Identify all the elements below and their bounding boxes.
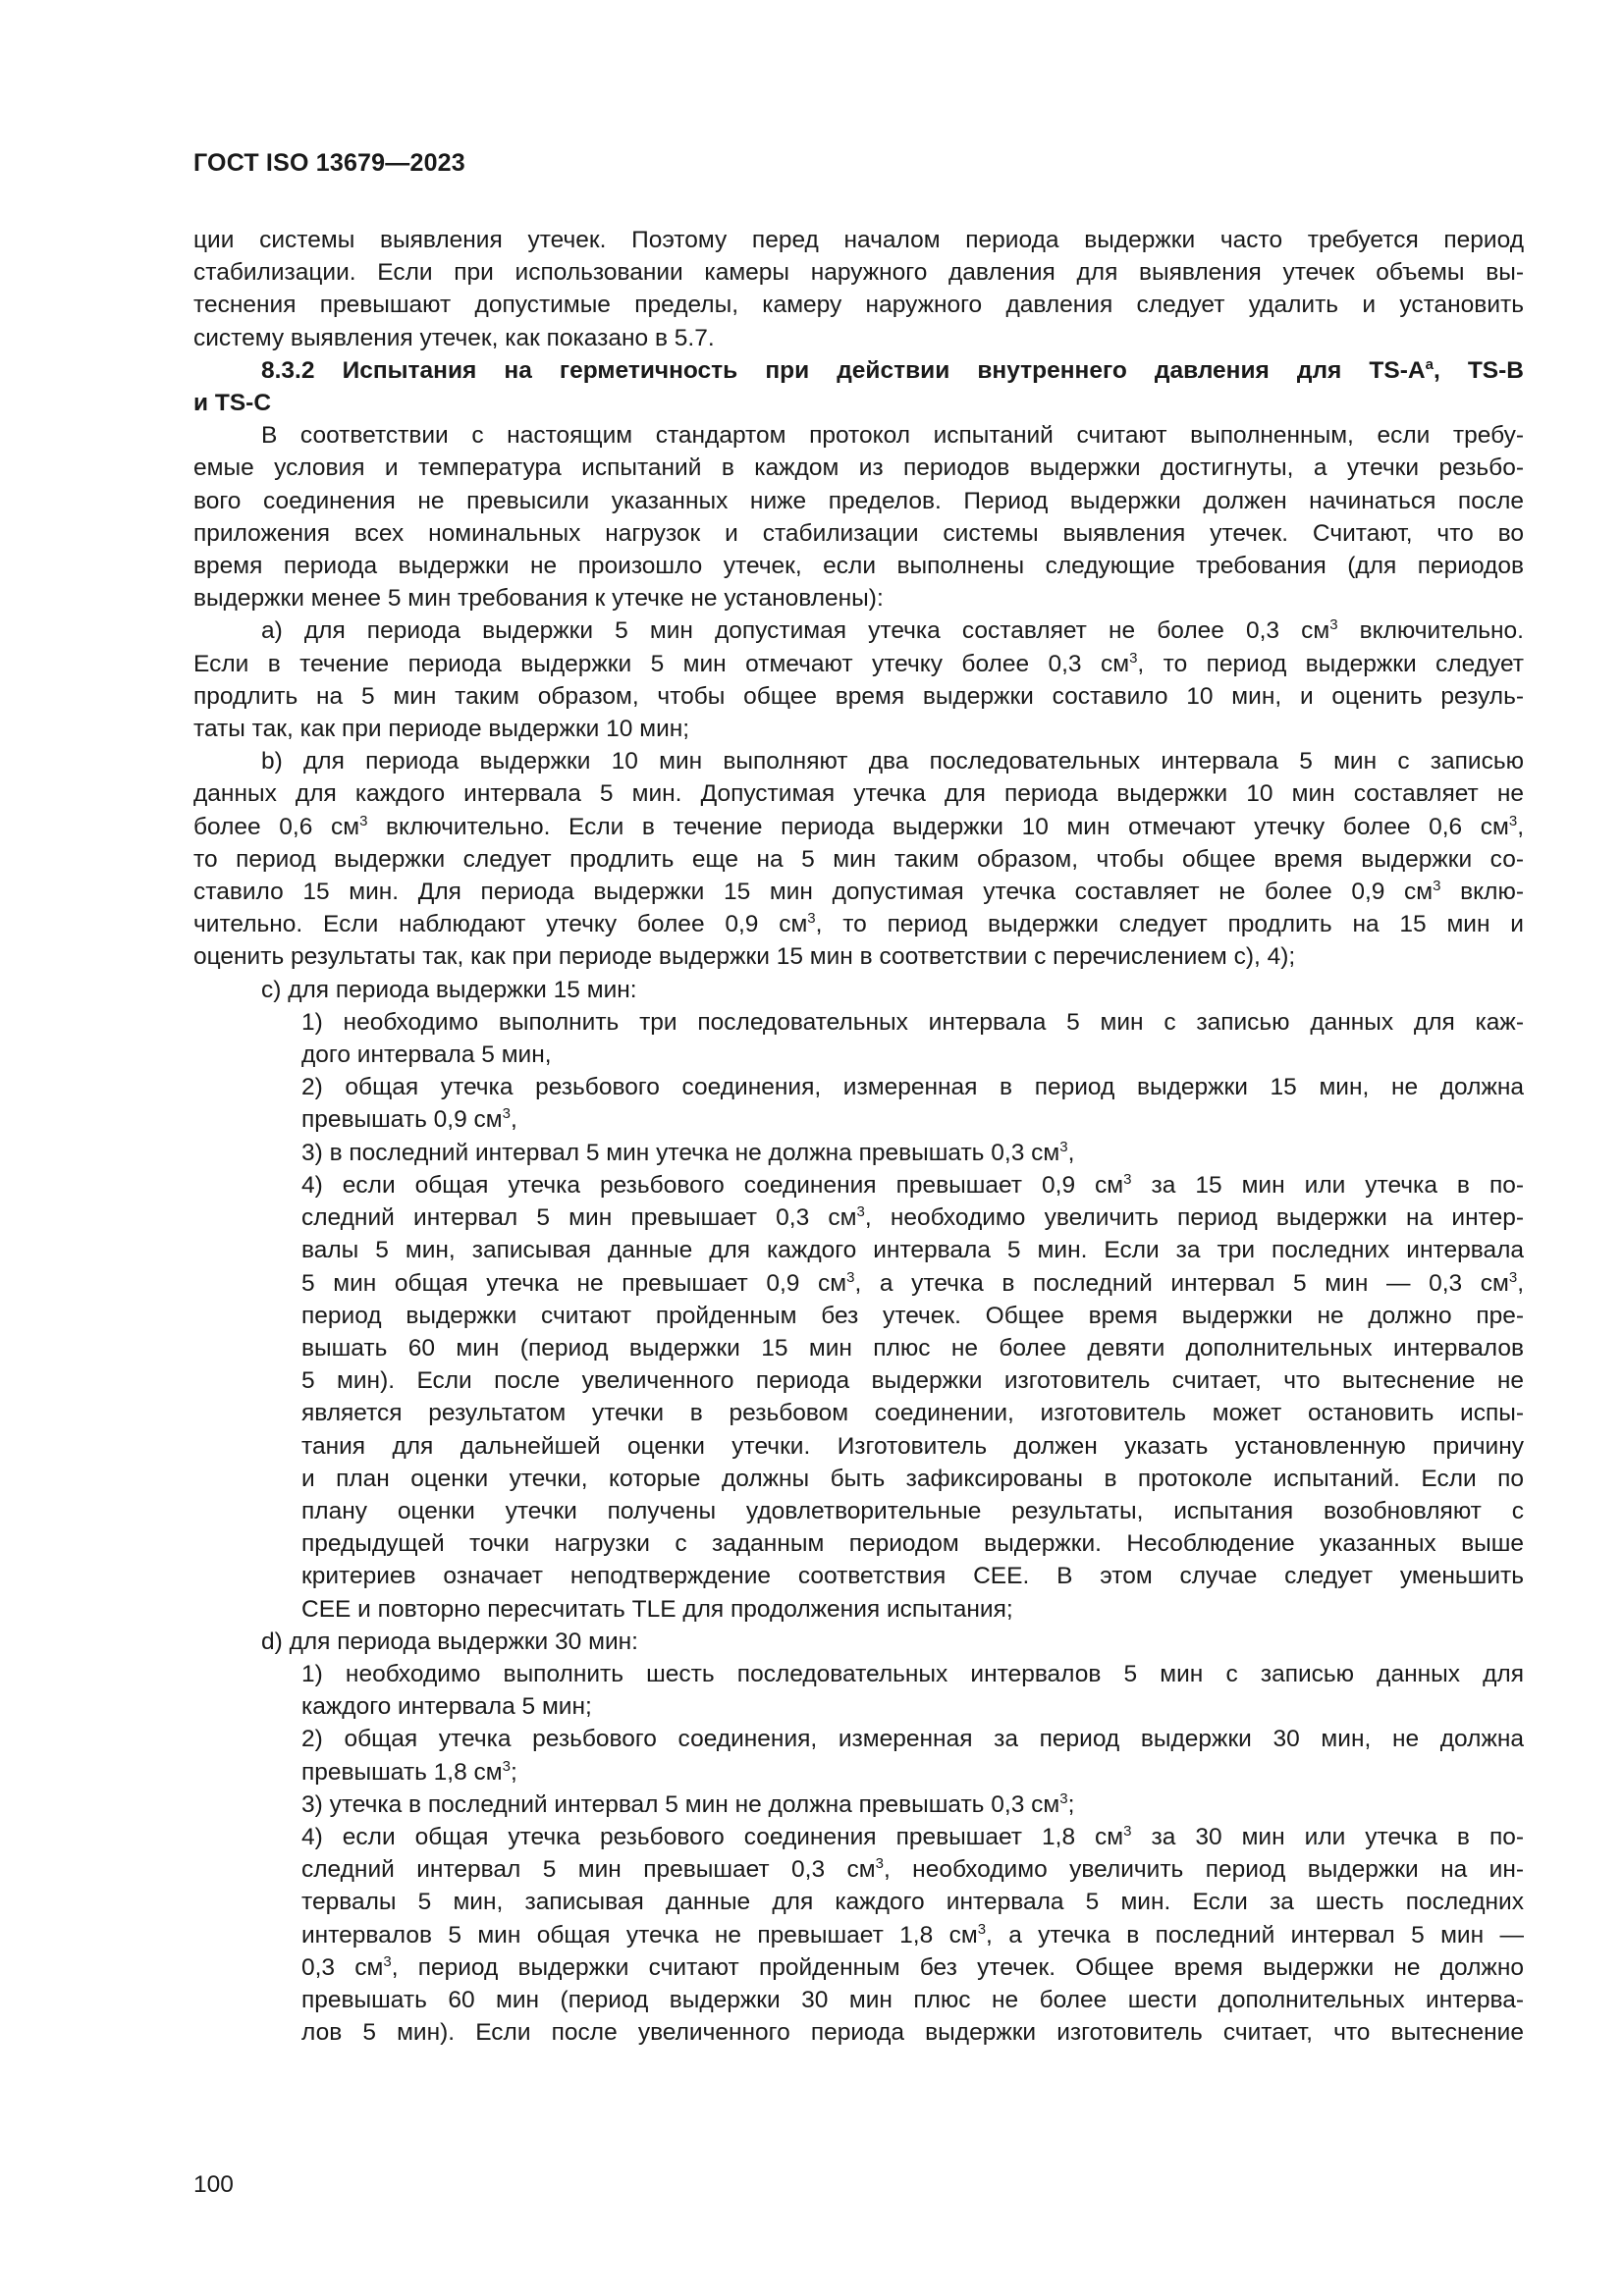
body-text-line: превышать 60 мин (период выдержки 30 мин плюс не более шести дополнительных интерва- xyxy=(301,1986,1524,2013)
superscript: 3 xyxy=(502,1757,511,1775)
body-text-line: 5 мин). Если после увеличенного периода выдержки изготовитель считает, что вытеснение не xyxy=(301,1367,1524,1395)
body-text-line: является результатом утечки в резьбовом соединении, изготовитель может остановить испы- xyxy=(301,1400,1524,1427)
superscript: 3 xyxy=(383,1952,392,1970)
superscript: 3 xyxy=(502,1105,511,1123)
superscript: 3 xyxy=(1329,616,1338,634)
superscript: 3 xyxy=(1508,1268,1518,1286)
superscript: 3 xyxy=(875,1855,884,1873)
page-number: 100 xyxy=(193,2171,234,2198)
body-text-line: 4) если общая утечка резьбового соединения превышает 1,8 $см^3$ за 30 мин или утечка в по- xyxy=(301,1822,1524,1850)
body-text-line: 3) в последний интервал 5 мин утечка не должна превышать 0,3 $см^3$, xyxy=(301,1138,1075,1166)
document-code-header: ГОСТ ISO 13679—2023 xyxy=(193,149,465,177)
body-text-line: предыдущей точки нагрузки с заданным периодом выдержки. Несоблюдение указанных выше xyxy=(301,1530,1524,1558)
body-text-line: приложения всех номинальных нагрузок и стабилизации системы выявления утечек. Считают, что во xyxy=(193,519,1524,547)
body-text-line: лов 5 мин). Если после увеличенного периода выдержки изготовитель считает, что вытеснение xyxy=(301,2019,1524,2047)
body-text-line: дого интервала 5 мин, xyxy=(301,1041,552,1069)
body-text-line: превышать 0,9 $см^3$, xyxy=(301,1105,517,1134)
body-text-line: 4) если общая утечка резьбового соединения превышает 0,9 $см^3$ за 15 мин или утечка в по- xyxy=(301,1170,1524,1199)
body-text-line: систему выявления утечек, как показано в 5.7. xyxy=(193,324,715,351)
body-text-line: следний интервал 5 мин превышает 0,3 $см^3$, необходимо увеличить период выдержки на интер- xyxy=(301,1203,1524,1232)
superscript: 3 xyxy=(846,1268,855,1286)
body-text-line: c) для периода выдержки 15 мин: xyxy=(261,976,637,1003)
superscript: a xyxy=(1425,355,1434,373)
body-text-line: В соответствии с настоящим стандартом протокол испытаний считают выполненным, если требу- xyxy=(261,422,1524,450)
superscript: 3 xyxy=(856,1203,865,1221)
body-text-line: Если в течение периода выдержки 5 мин отмечают утечку более 0,3 $см^3$, то период выдержки следует xyxy=(193,649,1524,677)
superscript: 3 xyxy=(977,1920,987,1938)
body-text-line: следний интервал 5 мин превышает 0,3 $см^3$, необходимо увеличить период выдержки на ин- xyxy=(301,1855,1525,1884)
body-text-line: данных для каждого интервала 5 мин. Допустимая утечка для периода выдержки 10 мин составляет не xyxy=(193,780,1524,808)
body-text-line: период выдержки считают пройденным без утечек. Общее время выдержки не должно пре- xyxy=(301,1302,1524,1329)
body-text-line: 1) необходимо выполнить шесть последовательных интервалов 5 мин с записью данных для xyxy=(301,1660,1524,1687)
body-text-line: 1) необходимо выполнить три последовательных интервала 5 мин с записью данных для каж- xyxy=(301,1008,1524,1036)
body-text-line: тания для дальнейшей оценки утечки. Изготовитель должен указать установленную причину xyxy=(301,1432,1524,1460)
body-text-line: плану оценки утечки получены удовлетворительные результаты, испытания возобновляют с xyxy=(301,1497,1524,1524)
body-text-line: емые условия и температура испытаний в каждом из периодов выдержки достигнуты, а утечки резьбо- xyxy=(193,454,1524,482)
superscript: 3 xyxy=(1129,649,1138,667)
body-text-line: 2) общая утечка резьбового соединения, измеренная за период выдержки 30 мин, не должна xyxy=(301,1726,1524,1753)
body-text-line: теснения превышают допустимые пределы, камеру наружного давления следует удалить и установить xyxy=(193,292,1524,319)
body-text-line: a) для периода выдержки 5 мин допустимая утечка составляет не более 0,3 $см^3$ включительно. xyxy=(261,616,1524,645)
body-text-line: оценить результаты так, как при периоде выдержки 15 мин в соответствии с перечислением c), 4); xyxy=(193,943,1296,971)
superscript: 3 xyxy=(807,910,816,928)
superscript: 3 xyxy=(1123,1822,1132,1840)
body-text-line: более 0,6 $см^3$ включительно. Если в течение периода выдержки 10 мин отмечают утечку более 0,6 $см^3$, xyxy=(193,812,1525,840)
body-text-line: ции системы выявления утечек. Поэтому перед началом периода выдержки часто требуется период xyxy=(193,227,1524,253)
body-text-line: стабилизации. Если при использовании камеры наружного давления для выявления утечек объемы вы- xyxy=(193,259,1524,287)
section-heading-line: и TS-C xyxy=(193,390,272,417)
body-text-line: критериев означает неподтверждение соответствия CEE. В этом случае следует уменьшить xyxy=(301,1563,1524,1590)
superscript: 3 xyxy=(1433,878,1441,895)
body-text-line: тервалы 5 мин, записывая данные для каждого интервала 5 мин. Если за шесть последних xyxy=(301,1889,1524,1916)
body-text-line: то период выдержки следует продлить еще на 5 мин таким образом, чтобы общее время выдержки со- xyxy=(193,845,1524,873)
body-text-line: ставило 15 мин. Для периода выдержки 15 мин допустимая утечка составляет не более 0,9 $см^3$ вклю- xyxy=(193,878,1524,906)
body-text-line: 0,3 $см^3$, период выдержки считают пройденным без утечек. Общее время выдержки не должно xyxy=(301,1952,1524,1981)
body-text-line: вого соединения не превысили указанных ниже пределов. Период выдержки должен начинаться после xyxy=(193,487,1524,514)
body-text-line: выдержки менее 5 мин требования к утечке не установлены): xyxy=(193,585,884,613)
body-text-line: продлить на 5 мин таким образом, чтобы общее время выдержки составило 10 мин, и оценить резуль- xyxy=(193,682,1524,710)
body-text-line: таты так, как при периоде выдержки 10 мин; xyxy=(193,716,690,743)
body-text-line: 5 мин общая утечка не превышает 0,9 $см^3$, а утечка в последний интервал 5 мин — 0,3 $см^3$, xyxy=(301,1268,1525,1297)
body-text-line: валы 5 мин, записывая данные для каждого интервала 5 мин. Если за три последних интервала xyxy=(301,1237,1524,1264)
superscript: 3 xyxy=(1508,812,1518,829)
body-text-line: чительно. Если наблюдают утечку более 0,9 $см^3$, то период выдержки следует продлить на 15 мин и xyxy=(193,910,1524,938)
body-text-line: превышать 1,8 $см^3$; xyxy=(301,1757,517,1786)
body-text-line: интервалов 5 мин общая утечка не превышает 1,8 $см^3$, а утечка в последний интервал 5 мин — xyxy=(301,1920,1524,1949)
body-text-line: вышать 60 мин (период выдержки 15 мин плюс не более девяти дополнительных интервалов xyxy=(301,1334,1524,1362)
superscript: 3 xyxy=(359,812,368,829)
body-text-line: 3) утечка в последний интервал 5 мин не должна превышать 0,3 $см^3$; xyxy=(301,1789,1075,1818)
superscript: 3 xyxy=(1123,1170,1132,1188)
body-text-line: 2) общая утечка резьбового соединения, измеренная в период выдержки 15 мин, не должна xyxy=(301,1074,1524,1101)
body-text-line: время периода выдержки не произошло утечек, если выполнены следующие требования (для периодов xyxy=(193,553,1524,580)
body-text xyxy=(193,224,1524,2049)
superscript: 3 xyxy=(1059,1789,1068,1807)
body-text-line: d) для периода выдержки 30 мин: xyxy=(261,1628,638,1655)
body-text-line: b) для периода выдержки 10 мин выполняют два последовательных интервала 5 мин с записью xyxy=(261,748,1524,775)
section-heading-line: 8.3.2 Испытания на герметичность при действии внутреннего давления для $TS-A^a$, TS-B xyxy=(261,355,1524,384)
body-text-line: и план оценки утечки, которые должны быть зафиксированы в протоколе испытаний. Если по xyxy=(301,1465,1524,1492)
body-text-line: каждого интервала 5 мин; xyxy=(301,1693,592,1721)
body-text-line: CEE и повторно пересчитать TLE для продолжения испытания; xyxy=(301,1595,1013,1623)
superscript: 3 xyxy=(1059,1138,1068,1155)
